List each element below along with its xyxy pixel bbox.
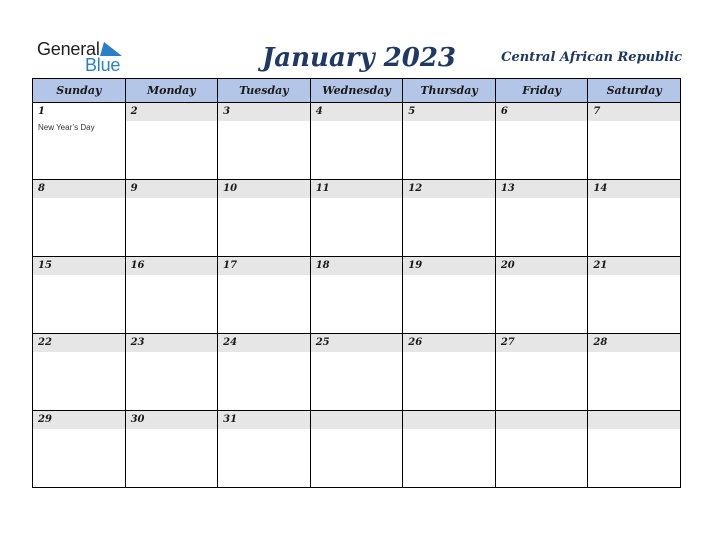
day-number: 16 [126,257,218,275]
day-number: 12 [403,180,495,198]
day-cell [588,103,681,180]
day-cell [33,257,126,334]
day-cell [310,103,403,180]
empty-day-cell [310,411,403,488]
day-number: 15 [33,257,125,275]
day-number: 1 [33,103,125,121]
generalblue-logo [37,39,127,75]
day-cell [310,257,403,334]
empty-date-strip [588,411,680,429]
week-row-3 [33,257,681,334]
weekday-header-tuesday: Tuesday [218,79,311,103]
day-cell [403,257,496,334]
day-cell [33,103,126,180]
day-number: 4 [311,103,403,121]
month-calendar-grid [32,78,681,488]
week-row-2 [33,180,681,257]
week-row-4 [33,334,681,411]
day-cell [33,180,126,257]
day-number: 17 [218,257,310,275]
day-cell [310,180,403,257]
empty-day-cell [403,411,496,488]
day-number: 22 [33,334,125,352]
weekday-header-wednesday: Wednesday [310,79,403,103]
day-cell [495,334,588,411]
day-number: 5 [403,103,495,121]
day-number: 25 [311,334,403,352]
day-number: 21 [588,257,680,275]
empty-day-cell [588,411,681,488]
day-cell [125,180,218,257]
day-number: 24 [218,334,310,352]
day-cell [125,257,218,334]
day-number: 20 [496,257,588,275]
day-cell [218,411,311,488]
day-cell [33,411,126,488]
day-cell [403,180,496,257]
country-name: Central African Republic [501,50,682,65]
day-cell [33,334,126,411]
weekday-header-friday: Friday [495,79,588,103]
day-cell [588,180,681,257]
weekday-header-saturday: Saturday [588,79,681,103]
weekday-header-monday: Monday [125,79,218,103]
day-cell [495,103,588,180]
day-cell [310,334,403,411]
day-number: 28 [588,334,680,352]
day-number: 6 [496,103,588,121]
day-cell [125,103,218,180]
day-cell [125,411,218,488]
day-number: 13 [496,180,588,198]
logo-triangle-icon [100,42,122,56]
day-number: 27 [496,334,588,352]
day-number: 3 [218,103,310,121]
day-cell [495,180,588,257]
day-cell [218,334,311,411]
empty-date-strip [496,411,588,429]
day-number: 18 [311,257,403,275]
day-number: 19 [403,257,495,275]
holiday-label: New Year’s Day [38,123,95,132]
empty-date-strip [403,411,495,429]
day-cell [403,334,496,411]
logo-word-general: General [37,39,100,59]
day-number: 7 [588,103,680,121]
day-number: 8 [33,180,125,198]
day-number: 2 [126,103,218,121]
day-number: 23 [126,334,218,352]
logo-word-blue: Blue [85,55,121,75]
day-number: 11 [311,180,403,198]
day-cell [218,180,311,257]
calendar-title: January 2023 [262,43,457,73]
day-number: 10 [218,180,310,198]
weekday-header-thursday: Thursday [403,79,496,103]
day-cell [218,103,311,180]
empty-date-strip [311,411,403,429]
weekday-header-sunday: Sunday [33,79,126,103]
weekday-header-row [33,79,681,103]
day-number: 14 [588,180,680,198]
day-number: 31 [218,411,310,429]
day-cell [495,257,588,334]
day-cell [403,103,496,180]
day-cell [125,334,218,411]
week-row-1 [33,103,681,180]
day-number: 26 [403,334,495,352]
day-number: 29 [33,411,125,429]
day-number: 9 [126,180,218,198]
day-cell [588,334,681,411]
week-row-5 [33,411,681,488]
day-cell [588,257,681,334]
day-cell [218,257,311,334]
empty-day-cell [495,411,588,488]
day-number: 30 [126,411,218,429]
